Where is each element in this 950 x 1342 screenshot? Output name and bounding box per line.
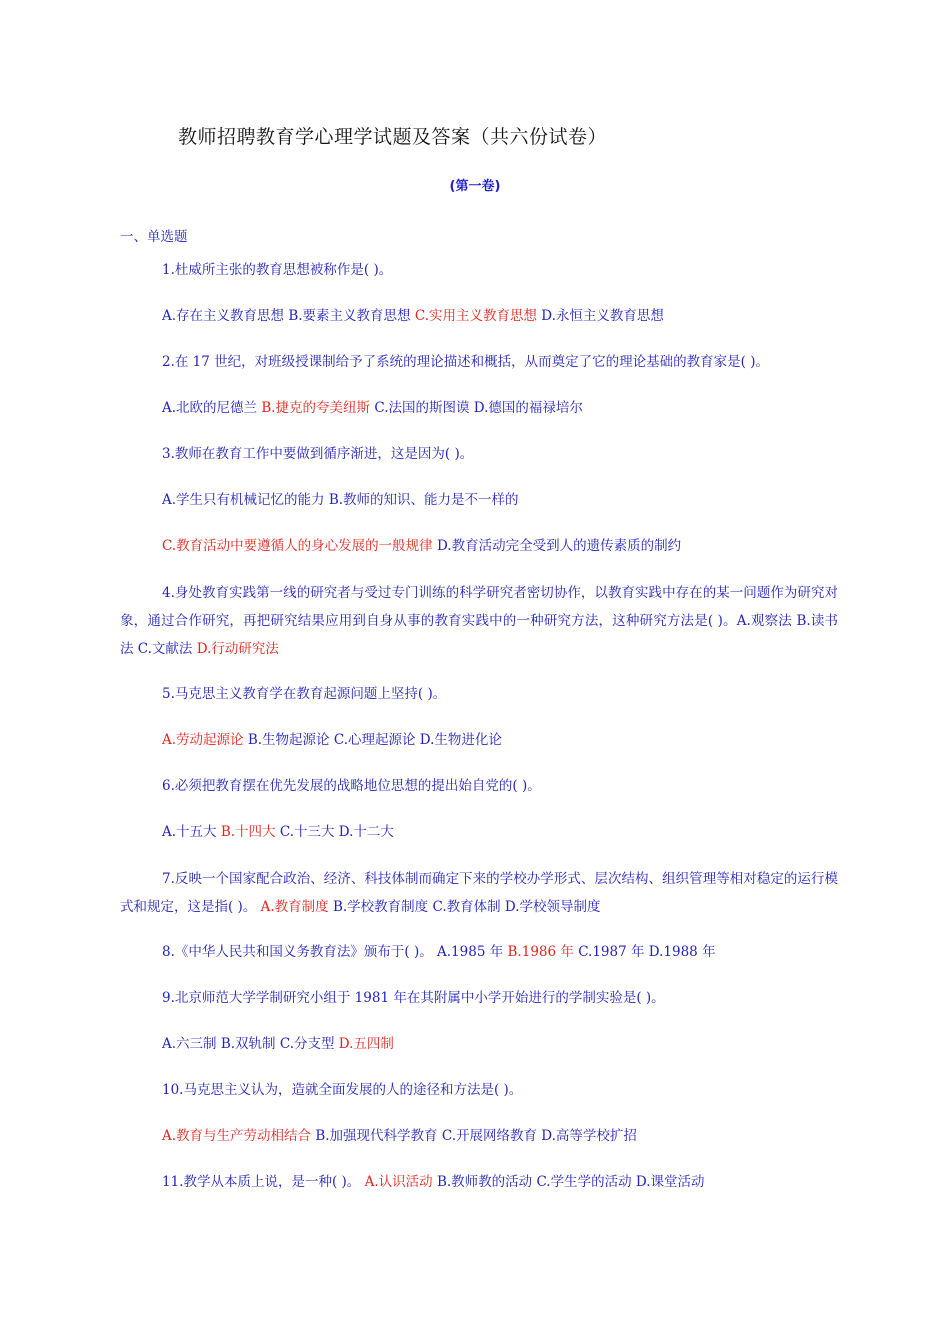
- options-3-ab: [162, 489, 519, 511]
- question-11: [162, 1171, 705, 1193]
- option-c: C.学生学的活动: [536, 1174, 632, 1190]
- option-b: B.教师教的活动: [436, 1174, 533, 1190]
- option-a: A.1985 年: [437, 944, 504, 960]
- question-text: 7.反映一个国家配合政治、经济、科技体制而确定下来的学校办学形式、层次结构、组织管理等相对稳定的运行模式和规定，这是指( )。: [120, 871, 838, 915]
- question-text: 6.必须把教育摆在优先发展的战略地位思想的提出始自党的( )。: [162, 778, 541, 794]
- options-2: [162, 397, 583, 419]
- option-d: D.学校领导制度: [504, 899, 601, 915]
- option-a: A.观察法: [736, 613, 792, 629]
- question-text: 9.北京师范大学学制研究小组于 1981 年在其附属中小学开始进行的学制实验是( )。: [162, 990, 665, 1006]
- option-d: D.生物进化论: [419, 732, 502, 748]
- question-text: 4.身处教育实践第一线的研究者与受过专门训练的科学研究者密切协作，以教育实践中存在的某一问题作为研究对象，通过合作研究，再把研究结果应用到自身从事的教育实践中的一种研究方法，这种研究方法是( )。: [120, 585, 838, 629]
- option-c: C.文献法: [137, 641, 193, 657]
- option-b: B.加强现代科学教育: [315, 1128, 438, 1144]
- option-a-answer: A.认识活动: [364, 1174, 433, 1190]
- option-d-answer: D.行动研究法: [196, 641, 279, 657]
- option-b: B.读书法: [120, 613, 838, 657]
- question-text: 1.杜威所主张的教育思想被称作是( )。: [162, 262, 393, 278]
- option-d: D.高等学校扩招: [541, 1128, 637, 1144]
- section-heading: 一、单选题: [120, 229, 188, 245]
- option-d: D.课堂活动: [635, 1174, 705, 1190]
- question-text: 10.马克思主义认为，造就全面发展的人的途径和方法是( )。: [162, 1082, 523, 1098]
- option-c: C.十三大: [279, 824, 335, 840]
- option-c: C.法国的斯图谟: [374, 400, 470, 416]
- option-d: D.教育活动完全受到人的遗传素质的制约: [436, 538, 682, 554]
- question-3: [162, 443, 473, 465]
- option-d: D.德国的福禄培尔: [473, 400, 583, 416]
- option-b: B.教师的知识、能力是不一样的: [328, 492, 519, 508]
- question-5: [162, 683, 446, 705]
- question-10: [162, 1079, 522, 1101]
- question-text: 5.马克思主义教育学在教育起源问题上坚持( )。: [162, 686, 447, 702]
- options-5: [162, 729, 502, 751]
- question-8: [162, 941, 716, 963]
- question-text: 11.教学从本质上说，是一种( )。: [162, 1174, 361, 1190]
- option-b-answer: B.捷克的夸美纽斯: [261, 400, 371, 416]
- option-b: B.要素主义教育思想: [288, 308, 411, 324]
- question-text: 2.在 17 世纪，对班级授课制给予了系统的理论描述和概括，从而奠定了它的理论基础的教育家是( )。: [162, 354, 769, 370]
- option-a: A.六三制: [162, 1036, 217, 1052]
- question-7: [120, 865, 838, 921]
- option-c-answer: C.实用主义教育思想: [414, 308, 537, 324]
- option-c: C.教育体制: [432, 899, 501, 915]
- options-3-cd: [162, 535, 681, 557]
- volume-label: (第一卷): [449, 179, 501, 194]
- options-9: [162, 1033, 394, 1055]
- option-d: D.1988 年: [648, 944, 716, 960]
- options-1: [162, 305, 664, 327]
- option-d: D.永恒主义教育思想: [541, 308, 664, 324]
- option-b: B.双轨制: [220, 1036, 276, 1052]
- option-a: A.十五大: [162, 824, 217, 840]
- document-title: 教师招聘教育学心理学试题及答案（共六份试卷）: [178, 126, 608, 148]
- option-a: A.北欧的尼德兰: [162, 400, 258, 416]
- option-c-answer: C.教育活动中要遵循人的身心发展的一般规律: [162, 538, 433, 554]
- options-6: [162, 821, 394, 843]
- option-d-answer: D.五四制: [338, 1036, 394, 1052]
- option-a: A.学生只有机械记忆的能力: [162, 492, 325, 508]
- option-d: D.十二大: [338, 824, 394, 840]
- option-b-answer: B.1986 年: [507, 944, 574, 960]
- question-6: [162, 775, 541, 797]
- options-10: [162, 1125, 637, 1147]
- question-text: 3.教师在教育工作中要做到循序渐进，这是因为( )。: [162, 446, 474, 462]
- question-9: [162, 987, 665, 1009]
- option-b: B.学校教育制度: [332, 899, 429, 915]
- option-b: B.生物起源论: [247, 732, 330, 748]
- question-2: [162, 351, 769, 373]
- option-a: A.存在主义教育思想: [162, 308, 285, 324]
- option-c: C.开展网络教育: [441, 1128, 537, 1144]
- option-c: C.心理起源论: [333, 732, 416, 748]
- option-b-answer: B.十四大: [220, 824, 276, 840]
- option-a-answer: A.劳动起源论: [162, 732, 244, 748]
- option-c: C.1987 年: [578, 944, 645, 960]
- option-a-answer: A.教育与生产劳动相结合: [162, 1128, 312, 1144]
- option-a-answer: A.教育制度: [260, 899, 329, 915]
- question-1: [162, 259, 392, 281]
- question-text: 8.《中华人民共和国义务教育法》颁布于( )。: [162, 944, 433, 960]
- question-4: [120, 579, 838, 663]
- option-c: C.分支型: [279, 1036, 335, 1052]
